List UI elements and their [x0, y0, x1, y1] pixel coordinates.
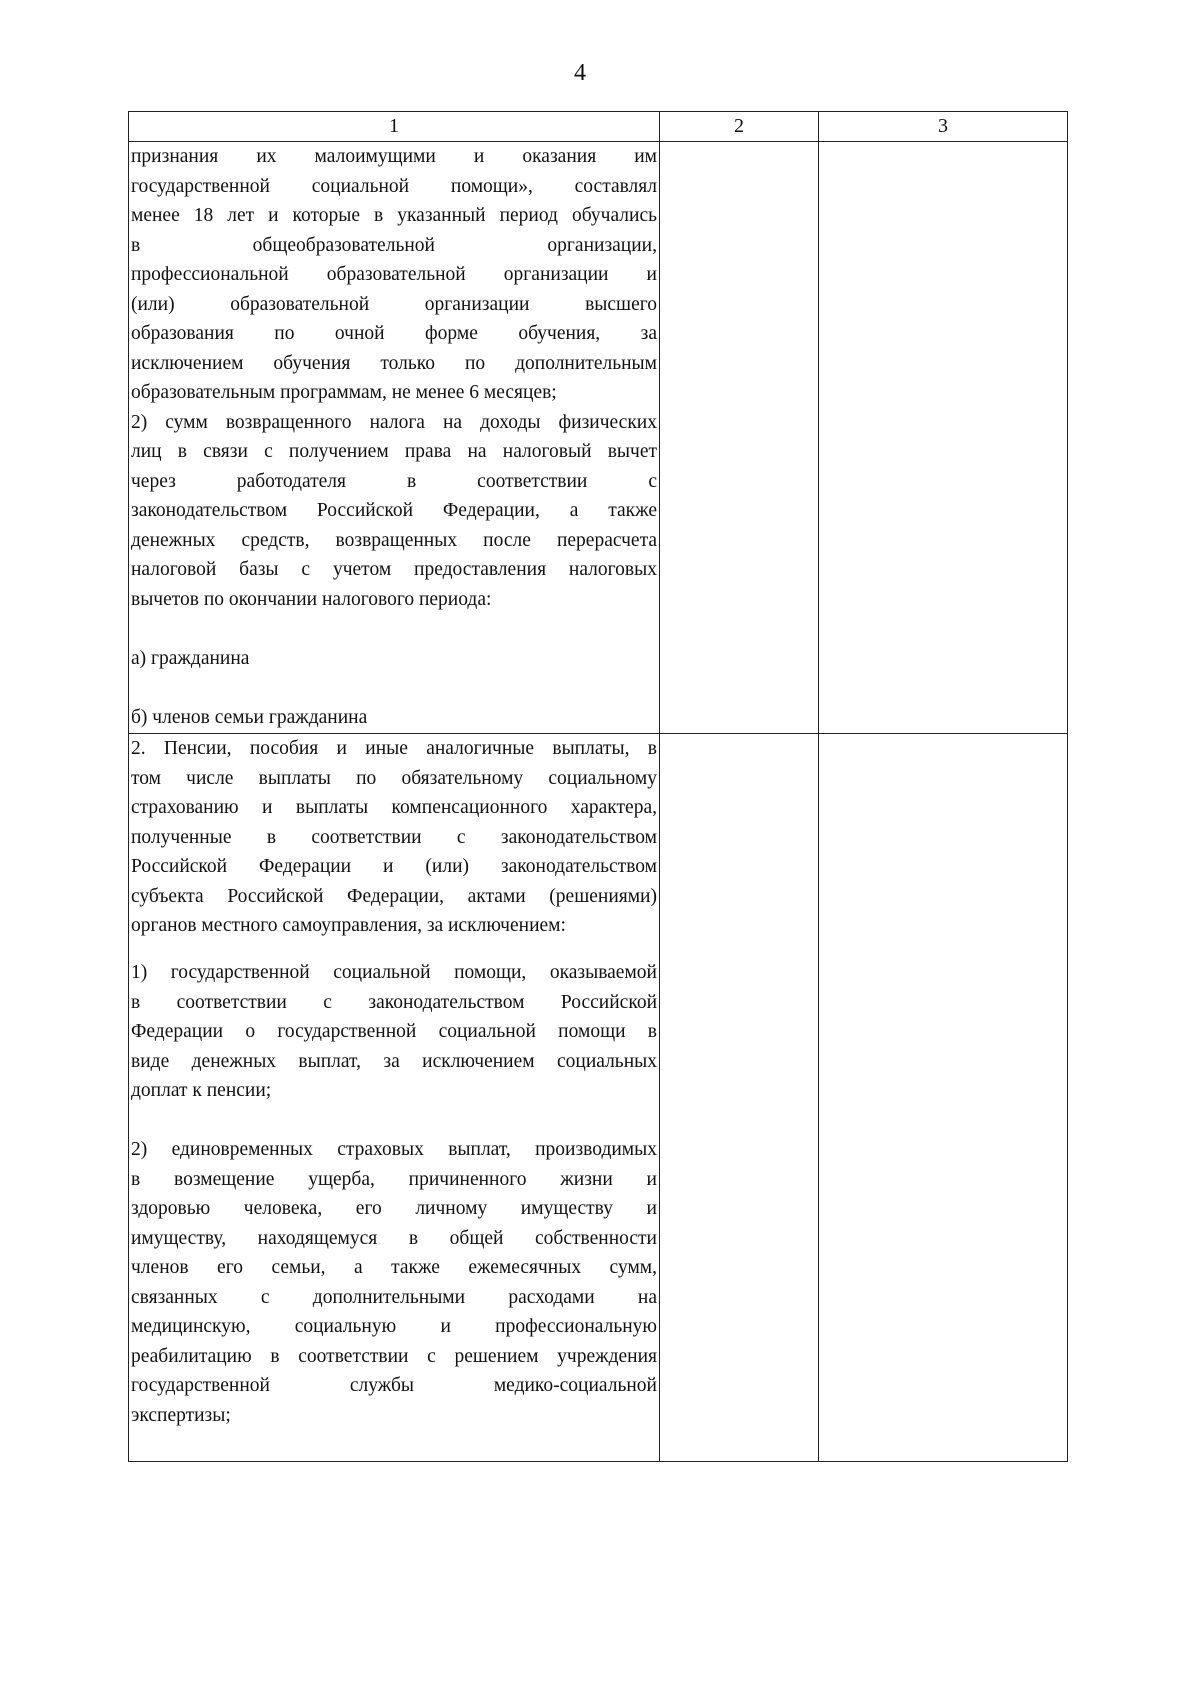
text-line: 2) сумм возвращенного налога на доходы физических: [131, 411, 657, 433]
row-1-column-3-cell: [819, 142, 1068, 734]
text-line: государственной службы медико-социальной: [131, 1375, 657, 1396]
text-line: Российской Федерации и (или) законодательством: [131, 856, 657, 877]
text-line: медицинскую, социальную и профессиональную: [131, 1316, 657, 1337]
text-line: в возмещение ущерба, причиненного жизни и: [131, 1168, 657, 1190]
text-line: а) гражданина: [131, 647, 250, 669]
table-row: [129, 142, 1068, 734]
paragraph-spacer: [131, 614, 657, 644]
text-line: доплат к пенсии;: [131, 1080, 272, 1101]
text-line: том числе выплаты по обязательному социальному: [131, 767, 657, 789]
text-line: денежных средств, возвращенных после перерасчета: [131, 529, 657, 551]
table-row: [129, 734, 1068, 1462]
text-line: в соответствии с законодательством Российской: [131, 991, 657, 1013]
paragraph-spacer: [131, 941, 657, 959]
column-header-1: 1: [129, 112, 660, 142]
text-line: виде денежных выплат, за исключением социальных: [131, 1050, 657, 1072]
text-line: профессиональной образовательной организации и: [131, 264, 657, 285]
page-number: 4: [574, 60, 586, 86]
paragraph-spacer: [131, 1106, 657, 1136]
text-line: 2) единовременных страховых выплат, производимых: [131, 1139, 657, 1160]
text-line: менее 18 лет и которые в указанный период обучались: [131, 205, 657, 226]
text-line: образования по очной форме обучения, за: [131, 323, 657, 344]
text-line: вычетов по окончании налогового периода:: [131, 588, 492, 610]
document-table: [128, 111, 1068, 1462]
text-line: реабилитацию в соответствии с решением учреждения: [131, 1345, 657, 1367]
text-line: здоровью человека, его личному имуществу и: [131, 1198, 657, 1219]
text-line: государственной социальной помощи», составлял: [131, 175, 657, 197]
text-line: Федерации о государственной социальной помощи в: [131, 1021, 657, 1042]
text-line: исключением обучения только по дополнительным: [131, 352, 657, 374]
text-line: членов его семьи, а также ежемесячных сумм,: [131, 1257, 657, 1278]
text-line: через работодателя в соответствии с: [131, 470, 657, 492]
text-line: налоговой базы с учетом предоставления налоговых: [131, 559, 657, 580]
row-2-column-3-cell: [819, 734, 1068, 1462]
row-1-column-2-cell: [660, 142, 819, 734]
paragraph-spacer: [131, 673, 657, 703]
text-line: в общеобразовательной организации,: [131, 234, 657, 256]
text-line: имуществу, находящемуся в общей собственности: [131, 1227, 657, 1249]
text-line: 1) государственной социальной помощи, оказываемой: [131, 962, 657, 983]
text-line: органов местного самоуправления, за исключением:: [131, 915, 566, 936]
text-line: полученные в соответствии с законодательством: [131, 826, 657, 848]
text-line: лиц в связи с получением права на налоговый вычет: [131, 441, 657, 462]
text-line: страхованию и выплаты компенсационного характера,: [131, 797, 657, 818]
column-header-3: 3: [819, 112, 1068, 142]
text-line: связанных с дополнительными расходами на: [131, 1286, 657, 1308]
row-1-description-cell: [129, 142, 660, 734]
text-line: экспертизы;: [131, 1404, 231, 1426]
text-line: 2. Пенсии, пособия и иные аналогичные выплаты, в: [131, 738, 657, 759]
cell-text: [129, 142, 659, 732]
text-line: субъекта Российской Федерации, актами (решениями): [131, 885, 657, 907]
column-header-2: 2: [660, 112, 819, 142]
table-header-row: [129, 112, 1068, 142]
text-line: признания их малоимущими и оказания им: [131, 146, 657, 167]
text-line: б) членов семьи гражданина: [131, 706, 368, 728]
cell-text: [129, 734, 659, 1430]
text-line: законодательством Российской Федерации, а также: [131, 500, 657, 521]
row-2-description-cell: [129, 734, 660, 1462]
text-line: (или) образовательной организации высшего: [131, 293, 657, 315]
row-2-column-2-cell: [660, 734, 819, 1462]
text-line: образовательным программам, не менее 6 месяцев;: [131, 382, 557, 403]
